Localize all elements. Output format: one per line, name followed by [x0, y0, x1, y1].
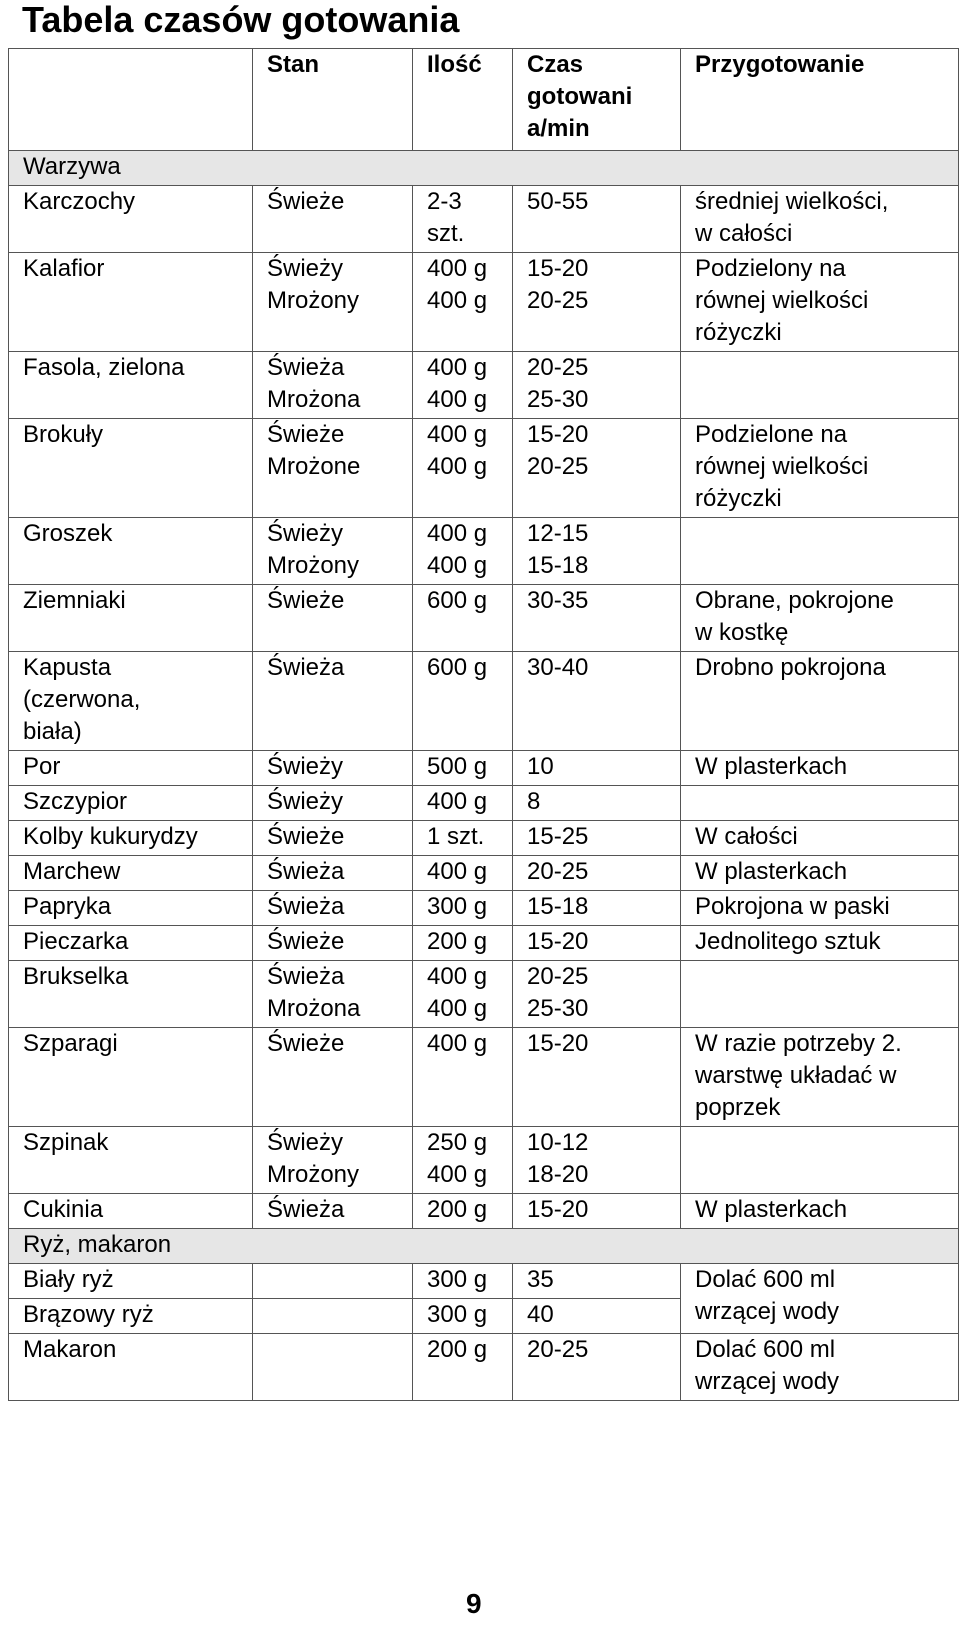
cell-czas: [513, 751, 681, 786]
cell-ilosc: [413, 1127, 513, 1194]
cell-stan-line: Świeży: [267, 520, 344, 547]
cell-name-line: Karczochy: [23, 188, 136, 215]
cell-name-line: Kapusta: [23, 654, 112, 681]
header-stan: Stan: [253, 49, 413, 151]
header-czas-line: Czas: [527, 51, 584, 78]
cell-prep-line: wrzącej wody: [695, 1298, 840, 1325]
cell-czas-line: 10: [527, 753, 554, 780]
cell-czas-line: 8: [527, 788, 541, 815]
cell-czas-line: 15-18: [527, 552, 589, 579]
cell-ilosc-line: 1 szt.: [427, 823, 485, 850]
cell-ilosc: [413, 751, 513, 786]
cell-stan: [253, 253, 413, 352]
cell-prep: [681, 1127, 959, 1194]
cell-ilosc-line: 400 g: [427, 1161, 488, 1188]
cell-name: [9, 585, 253, 652]
cell-stan-line: Świeży: [267, 788, 344, 815]
cell-czas-line: 40: [527, 1301, 554, 1328]
cell-ilosc-line: 500 g: [427, 753, 488, 780]
cell-prep-line: Obrane, pokrojone: [695, 587, 894, 614]
cell-stan: [253, 926, 413, 961]
cell-stan-line: Świeża: [267, 893, 345, 920]
cell-prep-line: różyczki: [695, 485, 782, 512]
cell-czas: [513, 1299, 681, 1334]
cell-prep-line: Drobno pokrojona: [695, 654, 886, 681]
cell-name-line: Kolby kukurydzy: [23, 823, 198, 850]
cell-ilosc-line: 400 g: [427, 453, 488, 480]
table-header-row: [9, 49, 959, 151]
cell-czas-line: 15-20: [527, 255, 589, 282]
cell-name: [9, 1028, 253, 1127]
cell-czas: [513, 652, 681, 751]
cell-stan-line: Mrożony: [267, 552, 360, 579]
cell-stan-line: Świeże: [267, 587, 345, 614]
table-body: [9, 151, 959, 1229]
cell-prep-line: W plasterkach: [695, 753, 848, 780]
cell-czas-line: 25-30: [527, 995, 589, 1022]
cell-czas: [513, 1194, 681, 1229]
table-row: [9, 856, 959, 891]
cell-name-line: Marchew: [23, 858, 121, 885]
cell-stan-line: Mrożony: [267, 287, 360, 314]
cell-prep: [681, 1264, 959, 1334]
cell-stan: [253, 751, 413, 786]
cell-czas: [513, 253, 681, 352]
cell-prep: [681, 186, 959, 253]
cell-ilosc: [413, 518, 513, 585]
cell-ilosc: [413, 786, 513, 821]
cell-czas-line: 30-35: [527, 587, 589, 614]
cell-czas: [513, 352, 681, 419]
cell-czas: [513, 786, 681, 821]
cell-prep-line: średniej wielkości,: [695, 188, 889, 215]
cell-prep: [681, 585, 959, 652]
cell-prep: [681, 1028, 959, 1127]
cell-stan: [253, 652, 413, 751]
cell-prep-line: W razie potrzeby 2.: [695, 1030, 902, 1057]
table-row: [9, 518, 959, 585]
cell-prep-line: Podzielone na: [695, 421, 848, 448]
cell-name-line: Szparagi: [23, 1030, 118, 1057]
cell-czas: [513, 856, 681, 891]
cell-name-line: Brokuły: [23, 421, 104, 448]
cell-stan-line: Świeże: [267, 421, 345, 448]
cell-ilosc-line: 400 g: [427, 386, 488, 413]
cell-ilosc: [413, 186, 513, 253]
cell-stan-line: Świeża: [267, 858, 345, 885]
cell-stan-line: Świeży: [267, 1129, 344, 1156]
table-row: [9, 1334, 959, 1401]
cell-stan: [253, 1299, 413, 1334]
cell-stan: [253, 891, 413, 926]
cell-ilosc: [413, 253, 513, 352]
table-row: [9, 891, 959, 926]
table-row: [9, 186, 959, 253]
cell-stan-line: Świeża: [267, 354, 345, 381]
cell-stan-line: Mrożony: [267, 1161, 360, 1188]
cell-name: [9, 891, 253, 926]
cell-name-line: Ziemniaki: [23, 587, 126, 614]
cell-name: [9, 751, 253, 786]
cell-ilosc: [413, 926, 513, 961]
cell-name-line: Pieczarka: [23, 928, 129, 955]
cell-name-line: Fasola, zielona: [23, 354, 185, 381]
cell-name-line: Papryka: [23, 893, 112, 920]
cell-czas-line: 25-30: [527, 386, 589, 413]
cell-name: [9, 419, 253, 518]
cell-name-line: (czerwona,: [23, 686, 141, 713]
cell-czas: [513, 585, 681, 652]
cell-prep-line: równej wielkości: [695, 453, 869, 480]
cell-prep-line: Podzielony na: [695, 255, 846, 282]
cell-czas-line: 35: [527, 1266, 554, 1293]
cell-czas-line: 20-25: [527, 963, 589, 990]
cell-prep-line: wrzącej wody: [695, 1368, 840, 1395]
cell-czas: [513, 926, 681, 961]
cell-ilosc-line: 600 g: [427, 587, 488, 614]
cell-czas-line: 15-25: [527, 823, 589, 850]
table-row: [9, 352, 959, 419]
cell-stan-line: Mrożona: [267, 386, 361, 413]
cell-ilosc: [413, 856, 513, 891]
cell-name: [9, 652, 253, 751]
cell-name-line: Szpinak: [23, 1129, 109, 1156]
cell-ilosc: [413, 419, 513, 518]
page-title: Tabela czasów gotowania: [22, 0, 460, 40]
cell-name: [9, 1127, 253, 1194]
section-label: Warzywa: [9, 151, 959, 186]
cell-czas-line: 12-15: [527, 520, 589, 547]
cell-ilosc-line: 400 g: [427, 287, 488, 314]
cell-stan: [253, 856, 413, 891]
cell-prep: [681, 352, 959, 419]
cell-czas-line: 20-25: [527, 858, 589, 885]
cell-stan-line: Świeży: [267, 255, 344, 282]
cell-ilosc-line: 400 g: [427, 1030, 488, 1057]
table-row: [9, 1194, 959, 1229]
cell-czas-line: 10-12: [527, 1129, 589, 1156]
table-row: [9, 961, 959, 1028]
cell-name: [9, 856, 253, 891]
cell-czas-line: 15-20: [527, 1030, 589, 1057]
header-czas-line: a/min: [527, 115, 590, 142]
cell-prep-line: Dolać 600 ml: [695, 1336, 836, 1363]
cell-name: [9, 518, 253, 585]
cell-czas: [513, 419, 681, 518]
cell-ilosc: [413, 1334, 513, 1401]
cell-czas-line: 15-20: [527, 928, 589, 955]
cell-ilosc-line: 400 g: [427, 788, 488, 815]
section-row-grains: [9, 1229, 959, 1264]
cell-prep: [681, 1334, 959, 1401]
cell-ilosc-line: 300 g: [427, 1266, 488, 1293]
cell-ilosc: [413, 585, 513, 652]
cell-prep: [681, 518, 959, 585]
cell-stan-line: Mrożona: [267, 995, 361, 1022]
cell-name-line: Groszek: [23, 520, 113, 547]
cell-name: [9, 186, 253, 253]
cell-stan: [253, 1028, 413, 1127]
cell-prep-line: poprzek: [695, 1094, 781, 1121]
cell-prep: [681, 751, 959, 786]
cell-name: [9, 926, 253, 961]
cell-name-line: Cukinia: [23, 1196, 104, 1223]
cell-name: [9, 1194, 253, 1229]
cell-stan: [253, 419, 413, 518]
table-row: [9, 926, 959, 961]
cell-ilosc-line: 400 g: [427, 858, 488, 885]
table-row: [9, 786, 959, 821]
cell-prep-line: równej wielkości: [695, 287, 869, 314]
cell-prep: [681, 253, 959, 352]
table-row: [9, 585, 959, 652]
header-czas-line: gotowani: [527, 83, 633, 110]
cell-ilosc: [413, 1194, 513, 1229]
cell-name-line: Brukselka: [23, 963, 129, 990]
cell-czas-line: 15-18: [527, 893, 589, 920]
cell-ilosc: [413, 1299, 513, 1334]
cell-stan: [253, 1264, 413, 1299]
cell-prep-line: różyczki: [695, 319, 782, 346]
cell-stan: [253, 352, 413, 419]
cell-ilosc-line: 400 g: [427, 354, 488, 381]
cell-stan: [253, 585, 413, 652]
cell-ilosc-line: 400 g: [427, 520, 488, 547]
cell-prep-line: Pokrojona w paski: [695, 893, 890, 920]
cell-name-line: Kalafior: [23, 255, 105, 282]
table-row: [9, 1264, 959, 1299]
cell-ilosc: [413, 1264, 513, 1299]
cell-stan-line: Świeże: [267, 823, 345, 850]
cell-prep-line: Dolać 600 ml: [695, 1266, 836, 1293]
page-number: 9: [466, 1588, 482, 1619]
cell-ilosc-line: 400 g: [427, 255, 488, 282]
cell-name: [9, 253, 253, 352]
cell-ilosc-line: 2-3: [427, 188, 462, 215]
cell-stan: [253, 1194, 413, 1229]
cell-ilosc-line: 200 g: [427, 1336, 488, 1363]
cell-prep: [681, 926, 959, 961]
cell-czas: [513, 186, 681, 253]
cell-stan: [253, 961, 413, 1028]
cell-prep: [681, 652, 959, 751]
table-row: [9, 419, 959, 518]
cell-ilosc-line: 300 g: [427, 1301, 488, 1328]
cell-ilosc-line: 400 g: [427, 421, 488, 448]
cell-name: [9, 961, 253, 1028]
header-empty: [9, 49, 253, 151]
cell-prep-line: warstwę układać w: [695, 1062, 897, 1089]
cell-prep-line: W plasterkach: [695, 1196, 848, 1223]
cell-ilosc-line: 600 g: [427, 654, 488, 681]
cell-stan-line: Świeże: [267, 188, 345, 215]
cell-name-line: Szczypior: [23, 788, 128, 815]
cell-name: [9, 1264, 253, 1299]
table-row: [9, 1028, 959, 1127]
cell-czas: [513, 821, 681, 856]
cell-name-line: Brązowy ryż: [23, 1301, 154, 1328]
section-row-vegetables: [9, 151, 959, 186]
cell-czas: [513, 891, 681, 926]
table-row: [9, 1127, 959, 1194]
header-ilosc: Ilość: [413, 49, 513, 151]
cell-ilosc-line: 400 g: [427, 995, 488, 1022]
cell-ilosc-line: 200 g: [427, 928, 488, 955]
cell-czas-line: 20-25: [527, 354, 589, 381]
cell-prep: [681, 786, 959, 821]
cell-czas-line: 15-20: [527, 421, 589, 448]
cell-ilosc: [413, 961, 513, 1028]
cell-ilosc: [413, 652, 513, 751]
cell-name-line: Makaron: [23, 1336, 117, 1363]
cell-name: [9, 1299, 253, 1334]
cell-name-line: biała): [23, 718, 82, 745]
cell-name-line: Biały ryż: [23, 1266, 114, 1293]
header-czas: [513, 49, 681, 151]
cell-stan: [253, 1127, 413, 1194]
table-body-grains: [9, 1229, 959, 1401]
table-row: [9, 253, 959, 352]
cell-czas-line: 15-20: [527, 1196, 589, 1223]
table-row: [9, 821, 959, 856]
cell-stan: [253, 786, 413, 821]
cell-prep: [681, 961, 959, 1028]
cell-ilosc-line: szt.: [427, 220, 465, 247]
cell-stan: [253, 821, 413, 856]
cell-ilosc-line: 300 g: [427, 893, 488, 920]
cell-ilosc: [413, 352, 513, 419]
cell-czas-line: 18-20: [527, 1161, 589, 1188]
table-row: [9, 652, 959, 751]
cell-prep: [681, 891, 959, 926]
cell-prep-line: W plasterkach: [695, 858, 848, 885]
cell-stan-line: Świeże: [267, 928, 345, 955]
cell-czas: [513, 1127, 681, 1194]
cell-czas-line: 50-55: [527, 188, 589, 215]
cell-name-line: Por: [23, 753, 61, 780]
cell-ilosc-line: 400 g: [427, 963, 488, 990]
cell-czas: [513, 1334, 681, 1401]
cell-prep: [681, 1194, 959, 1229]
cell-prep: [681, 419, 959, 518]
cell-stan-line: Świeża: [267, 963, 345, 990]
cell-stan: [253, 186, 413, 253]
cell-czas-line: 20-25: [527, 1336, 589, 1363]
table-row: [9, 751, 959, 786]
cell-czas: [513, 518, 681, 585]
cell-czas-line: 20-25: [527, 287, 589, 314]
cell-stan-line: Świeże: [267, 1030, 345, 1057]
cell-ilosc-line: 400 g: [427, 552, 488, 579]
cell-name: [9, 786, 253, 821]
cell-czas: [513, 1264, 681, 1299]
cell-stan-line: Świeża: [267, 654, 345, 681]
cooking-times-table: [8, 48, 959, 1401]
cell-prep: [681, 856, 959, 891]
cell-name: [9, 352, 253, 419]
cell-ilosc: [413, 821, 513, 856]
cell-prep-line: w kostkę: [695, 619, 789, 646]
cell-czas-line: 20-25: [527, 453, 589, 480]
cell-prep-line: W całości: [695, 823, 798, 850]
cell-ilosc: [413, 1028, 513, 1127]
cell-ilosc-line: 250 g: [427, 1129, 488, 1156]
cell-name: [9, 1334, 253, 1401]
cell-stan-line: Świeży: [267, 753, 344, 780]
cell-prep: [681, 821, 959, 856]
cell-prep-line: Jednolitego sztuk: [695, 928, 881, 955]
cell-ilosc: [413, 891, 513, 926]
cell-stan: [253, 1334, 413, 1401]
cell-czas: [513, 961, 681, 1028]
cell-prep-line: w całości: [695, 220, 793, 247]
cell-name: [9, 821, 253, 856]
cell-stan-line: Mrożone: [267, 453, 361, 480]
cell-stan-line: Świeża: [267, 1196, 345, 1223]
header-przygotowanie: Przygotowanie: [681, 49, 959, 151]
cell-ilosc-line: 200 g: [427, 1196, 488, 1223]
section-label: Ryż, makaron: [9, 1229, 959, 1264]
cell-stan: [253, 518, 413, 585]
cell-czas-line: 30-40: [527, 654, 589, 681]
cell-czas: [513, 1028, 681, 1127]
